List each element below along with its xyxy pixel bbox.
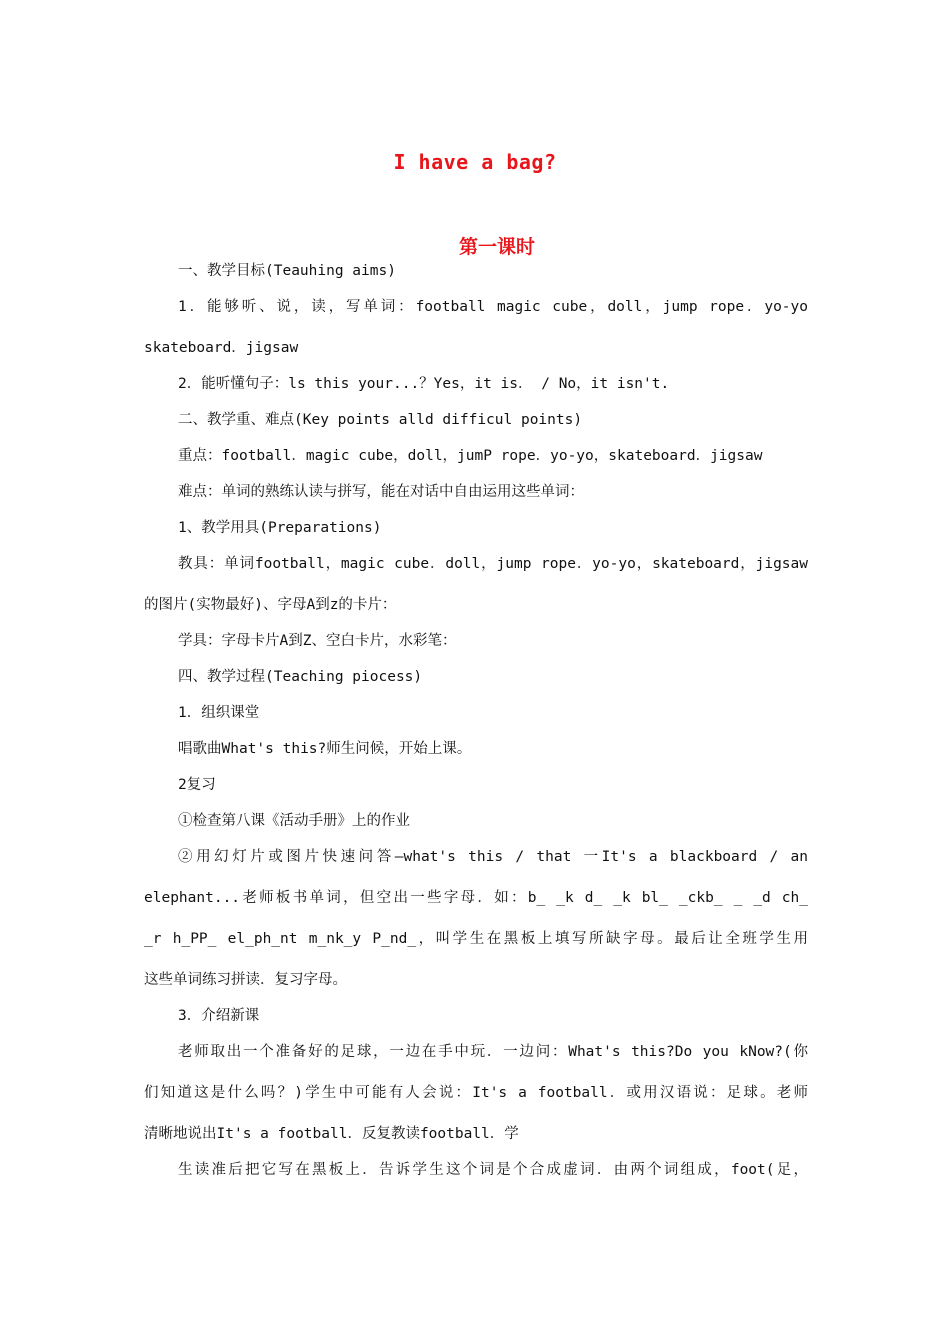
paragraph-line: 学具：字母卡片A到Z、空白卡片，水彩笔：	[178, 633, 457, 649]
paragraph-line: 的图片(实物最好)、字母A到z的卡片：	[144, 597, 397, 613]
paragraph-line: 1．能够听、说，读，写单词：football magic cube，doll，jump rope．yo-yo	[178, 299, 808, 315]
paragraph-line: 二、教学重、难点(Key points alld difficul points)	[178, 412, 583, 428]
paragraph-line: ②用幻灯片或图片快速问答—what's this / that 一It's a blackboard / an	[178, 849, 808, 865]
paragraph-line: 2．能听懂句子：ls this your...？Yes，it is． / No，it isn't.	[178, 376, 670, 392]
paragraph-line: 教具：单词football，magic cube．doll，jump rope．yo-yo，skateboard，jigsaw	[178, 556, 808, 572]
paragraph-line: 难点：单词的熟练认读与拼写，能在对话中自由运用这些单词：	[178, 484, 584, 500]
paragraph-line: skateboard．jigsaw	[144, 340, 299, 356]
paragraph-line: 1．组织课堂	[178, 705, 260, 721]
paragraph-line: 老师取出一个准备好的足球，一边在手中玩．一边问：What's this?Do you kNow?(你	[178, 1044, 808, 1060]
paragraph-line: 一、教学目标(Teauhing aims)	[178, 263, 396, 279]
paragraph-line: 1、教学用具(Preparations)	[178, 520, 382, 536]
lesson-subtitle: 第一课时	[458, 236, 535, 258]
paragraph-line: 重点：football．magic cube，doll，jumP rope．yo-yo，skateboard．jigsaw	[178, 448, 763, 464]
paragraph-line: _r h_PP_ el_ph_nt m_nk_y P_nd_，叫学生在黑板上填写所缺字母。最后让全班学生用	[144, 931, 808, 947]
paragraph-line: 这些单词练习拼读．复习字母。	[144, 972, 347, 988]
paragraph-line: 四、教学过程(Teaching piocess)	[178, 669, 423, 685]
paragraph-line: elephant...老师板书单词，但空出一些字母．如：b_ _k d_ _k bl_ _ckb_ _ _d ch_	[144, 890, 808, 906]
paragraph-line: 3．介绍新课	[178, 1008, 260, 1024]
paragraph-line: 们知道这是什么吗？)学生中可能有人会说：It's a football．或用汉语说：足球。老师	[144, 1085, 808, 1101]
paragraph-line: 清晰地说出It's a football．反复教读football．学	[144, 1126, 519, 1142]
paragraph-line: ①检查第八课《活动手册》上的作业	[178, 813, 410, 829]
document-title: I have a bag?	[393, 150, 557, 174]
paragraph-line: 2复习	[178, 777, 216, 793]
paragraph-line: 唱歌曲What's this?师生问候，开始上课。	[178, 741, 472, 757]
paragraph-line: 生读准后把它写在黑板上．告诉学生这个词是个合成虚词．由两个词组成，foot(足，	[178, 1162, 808, 1178]
